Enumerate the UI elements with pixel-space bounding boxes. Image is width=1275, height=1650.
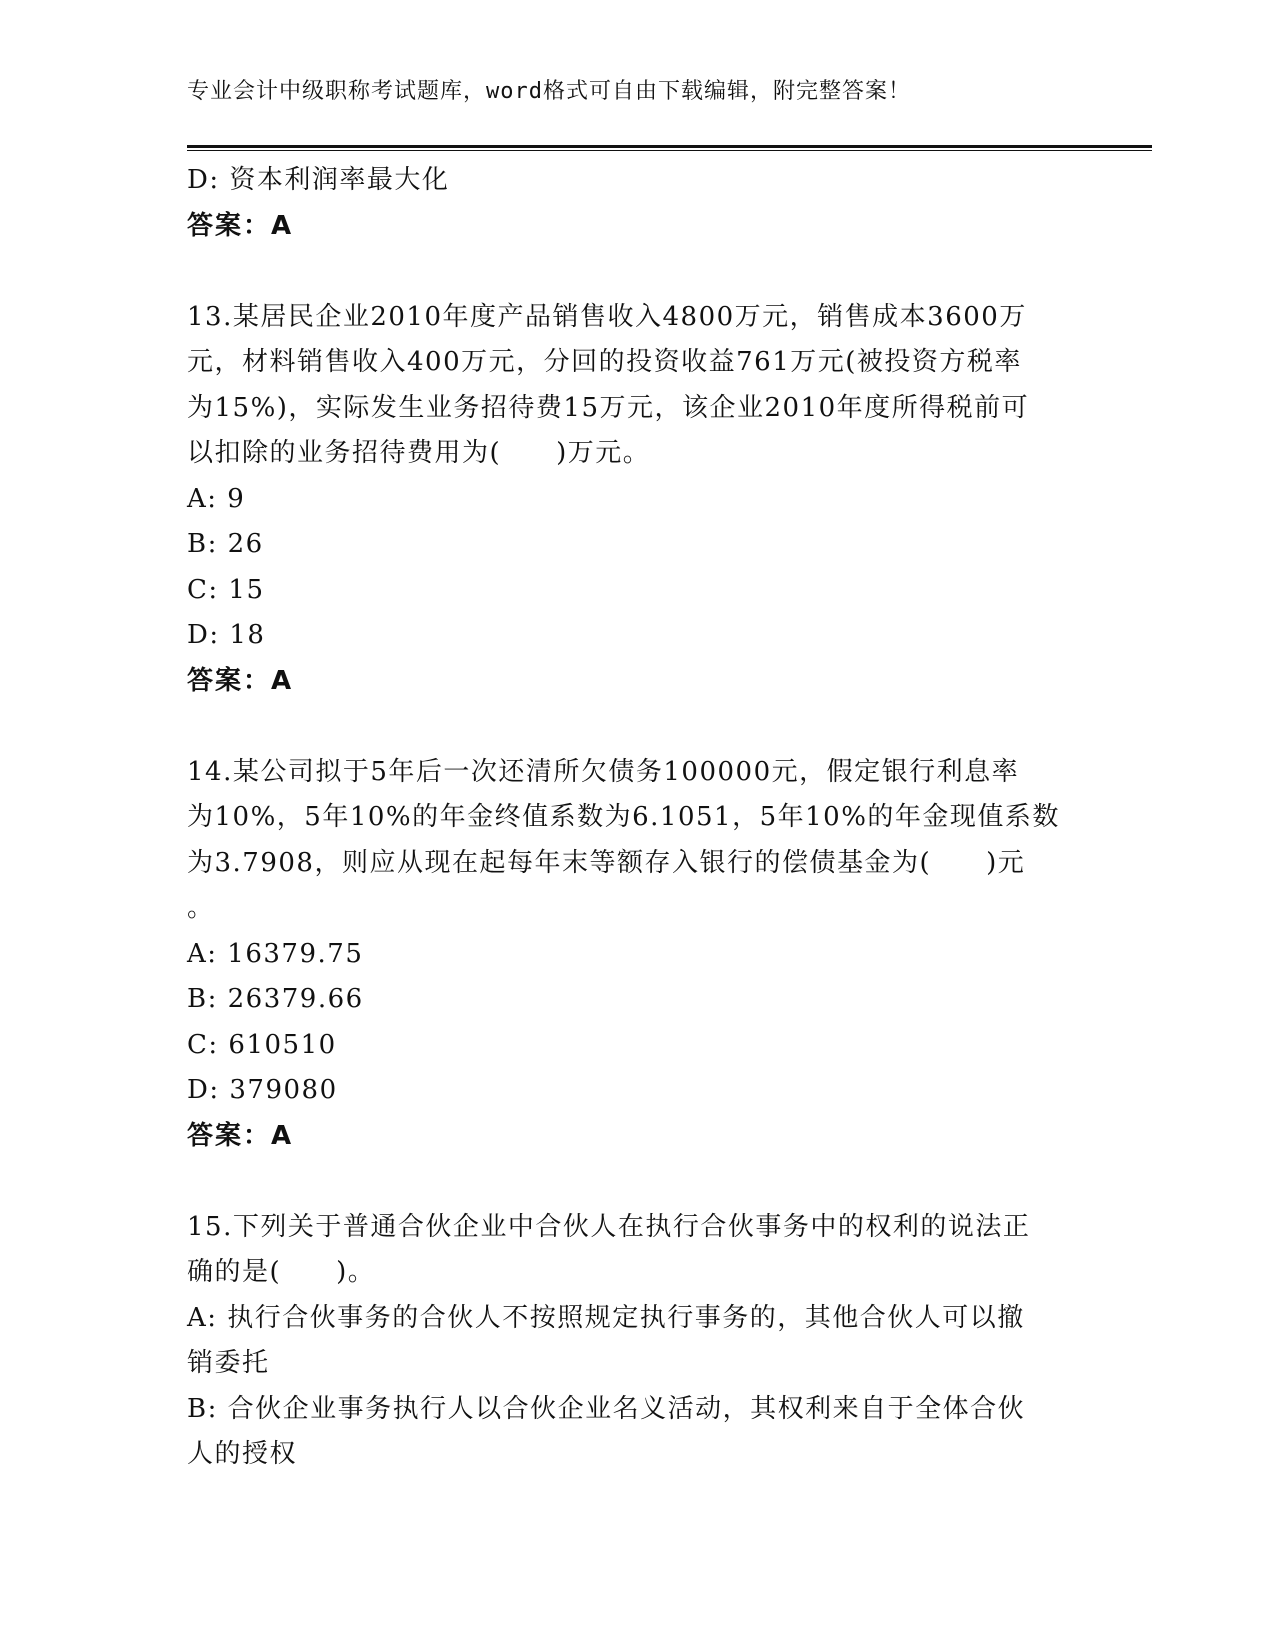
question-14-line: 14.某公司拟于5年后一次还清所欠债务100000元，假定银行利息率 [187,756,1020,787]
header-divider-thin [187,150,1152,151]
answer-line: 答案：A [187,665,294,696]
option-line: B: 26379.66 [187,984,364,1014]
option-line: 销委托 [187,1348,270,1378]
option-line: D: 18 [187,620,266,650]
option-line: D: 379080 [187,1075,338,1105]
spacer [187,704,1077,750]
question-14-line: 为3.7908，则应从现在起每年末等额存入银行的偿债基金为( )元 [187,847,1026,878]
option-line: C: 610510 [187,1029,337,1060]
spacer [187,249,1077,295]
option-line: A: 执行合伙事务的合伙人不按照规定执行事务的，其他合伙人可以撤 [187,1302,1025,1333]
option-line: D: 资本利润率最大化 [187,165,450,195]
question-13-line: 元，材料销售收入400万元，分回的投资收益761万元(被投资方税率 [187,347,1022,377]
question-15-line: 15.下列关于普通合伙企业中合伙人在执行合伙事务中的权利的说法正 [187,1211,1031,1242]
header-divider-thick [187,145,1152,148]
question-15-line: 确的是( )。 [187,1257,376,1287]
option-line: 人的授权 [187,1439,298,1469]
header-note: 专业会计中级职称考试题库，word格式可自由下载编辑，附完整答案！ [187,79,911,104]
option-line: B: 26 [187,529,264,559]
answer-line: 答案：A [187,210,294,241]
question-13-line: 以扣除的业务招待费用为( )万元。 [187,438,651,468]
option-line: A: 16379.75 [187,938,364,969]
question-13-line: 13.某居民企业2010年度产品销售收入4800万元，销售成本3600万 [187,301,1027,332]
option-line: C: 15 [187,574,265,605]
option-line: B: 合伙企业事务执行人以合伙企业名义活动，其权利来自于全体合伙 [187,1393,1026,1424]
question-13-line: 为15%)，实际发生业务招待费15万元，该企业2010年度所得税前可 [187,392,1030,423]
answer-line: 答案：A [187,1120,294,1151]
option-line: A: 9 [187,483,246,514]
question-14-line: 为10%，5年10%的年金终值系数为6.1051，5年10%的年金现值系数 [187,802,1060,832]
spacer [187,1159,1077,1205]
document-body [187,158,1077,1478]
question-14-line: 。 [187,893,215,923]
